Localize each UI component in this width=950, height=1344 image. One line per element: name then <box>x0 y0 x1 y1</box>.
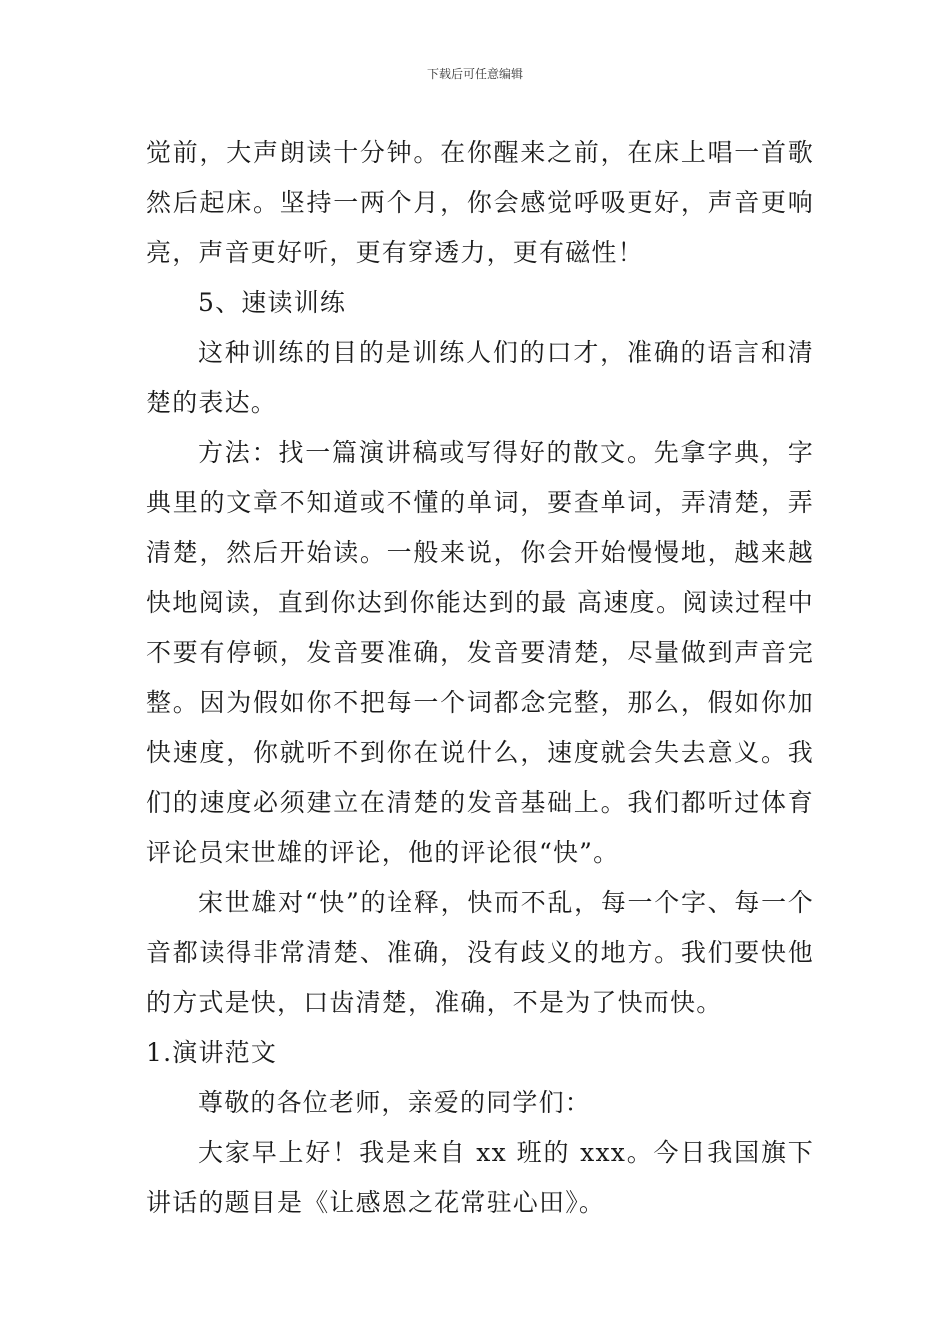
paragraph-method: 方法：找一篇演讲稿或写得好的散文。先拿字典，字典里的文章不知道或不懂的单词，要查单词，弄清楚，弄清楚，然后开始读。一般来说，你会开始慢慢地，越来越快地阅读，直到你达到你能达到的最 高速度。阅读过程中不要有停顿，发音要准确，发音要清楚，尽量做到声音完整。因为假如你不把每一个词都念完整，那么，假如你加快速度，你就听不到你在说什么，速度就会失去意义。我们的速度必须建立在清楚的发音基础上。我们都听过体育评论员宋世雄的评论，他的评论很“快”。 <box>146 438 814 867</box>
paragraph-fast-interpretation: 宋世雄对“快”的诠释，快而不乱，每一个字、每一个音都读得非常清楚、准确，没有歧义的地方。我们要快他的方式是快，口齿清楚，准确，不是为了快而快。 <box>146 888 814 1017</box>
page-header: 下载后可任意编辑 <box>426 67 523 81</box>
document-body <box>146 128 814 1228</box>
section-heading-speech-sample: 1.演讲范文 <box>146 1038 278 1067</box>
paragraph-speech-opening: 大家早上好！我是来自 xx 班的 xxx。今日我国旗下讲话的题目是《让感恩之花常驻心田》。 <box>146 1138 814 1217</box>
paragraph-breathing-practice: 觉前，大声朗读十分钟。在你醒来之前，在床上唱一首歌然后起床。坚持一两个月，你会感觉呼吸更好，声音更响亮，声音更好听，更有穿透力，更有磁性！ <box>146 138 814 267</box>
section-heading-speed-reading: 5、速读训练 <box>198 288 347 317</box>
paragraph-training-purpose: 这种训练的目的是训练人们的口才，准确的语言和清楚的表达。 <box>146 338 814 417</box>
paragraph-salutation: 尊敬的各位老师，亲爱的同学们： <box>198 1088 592 1117</box>
